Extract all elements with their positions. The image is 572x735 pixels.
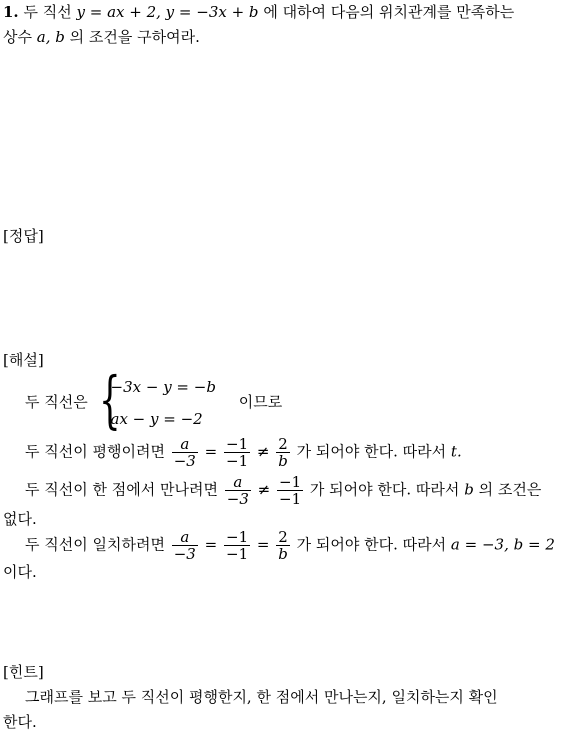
problem-text-a: 두 직선: [23, 3, 72, 21]
intersect-var: b: [464, 480, 474, 499]
intersect-line-2: 없다.: [3, 510, 37, 528]
parallel-pre: 두 직선이 평행이려면: [25, 442, 165, 461]
solution-parallel-line: [3, 436, 572, 469]
intersect-post: 가 되어야 한다. 따라서: [309, 480, 460, 499]
problem-text-d: 의 조건을 구하여라.: [69, 28, 200, 46]
problem-number: 1.: [3, 3, 19, 21]
solution-coincide-line: [3, 529, 572, 562]
not-equal-sign: ≠: [257, 480, 271, 499]
fraction-2-over-b: $\frac{2}{b}$: [278, 435, 288, 470]
solution-label: [해설]: [3, 351, 44, 369]
equals-sign: =: [204, 442, 218, 461]
solution-line1-post: 이므로: [238, 393, 283, 411]
fraction-minus1-over-minus1: $\frac{-1}{-1}$: [226, 435, 249, 470]
problem-line-1: [3, 0, 571, 25]
hint-line-1: 그래프를 보고 두 직선이 평행한지, 한 점에서 만나는지, 일치하는지 확인: [25, 688, 498, 706]
answer-label: [정답]: [3, 227, 44, 245]
problem-statement: [3, 0, 571, 50]
equation-1: y = ax + 2,: [76, 3, 161, 21]
parallel-var: t.: [450, 442, 462, 461]
fraction-a-over-minus3: $\frac{a}{-3}$: [173, 435, 196, 470]
system-row-1: −3x − y = −b: [110, 378, 216, 396]
var-a: a,: [36, 28, 51, 46]
fraction-a-over-minus3: $\frac{a}{-3}$: [226, 473, 249, 508]
fraction-2-over-b: $\frac{2}{b}$: [278, 528, 288, 563]
equals-sign: =: [256, 535, 270, 554]
equation-system: [98, 363, 216, 436]
coincide-line-2: 이다.: [3, 563, 37, 581]
hint-line-2: 한다.: [3, 713, 37, 731]
system-row-2: ax − y = −2: [110, 410, 203, 428]
intersect-tail: 의 조건은: [478, 480, 542, 499]
coincide-post: 가 되어야 한다. 따라서: [296, 535, 447, 554]
equals-sign: =: [204, 535, 218, 554]
not-equal-sign: ≠: [256, 442, 270, 461]
problem-text-c: 상수: [3, 28, 32, 46]
left-brace-icon: {: [98, 363, 121, 436]
fraction-a-over-minus3: $\frac{a}{-3}$: [173, 528, 196, 563]
var-b: b: [55, 28, 65, 46]
solution-line1-pre: 두 직선은: [25, 393, 88, 411]
solution-intersect-line: [3, 474, 572, 507]
parallel-post: 가 되어야 한다. 따라서: [296, 442, 447, 461]
intersect-pre: 두 직선이 한 점에서 만나려면: [25, 480, 218, 499]
coincide-pre: 두 직선이 일치하려면: [25, 535, 165, 554]
fraction-minus1-over-minus1: $\frac{-1}{-1}$: [226, 528, 249, 563]
problem-text-b: 에 대하여 다음의 위치관계를 만족하는: [263, 3, 515, 21]
problem-line-2: [3, 25, 571, 50]
equation-2: y = −3x + b: [165, 3, 259, 21]
fraction-minus1-over-minus1: $\frac{-1}{-1}$: [279, 473, 302, 508]
hint-label: [힌트]: [3, 663, 44, 681]
coincide-result: a = −3, b = 2: [450, 535, 555, 554]
solution-system-line: [3, 363, 572, 436]
